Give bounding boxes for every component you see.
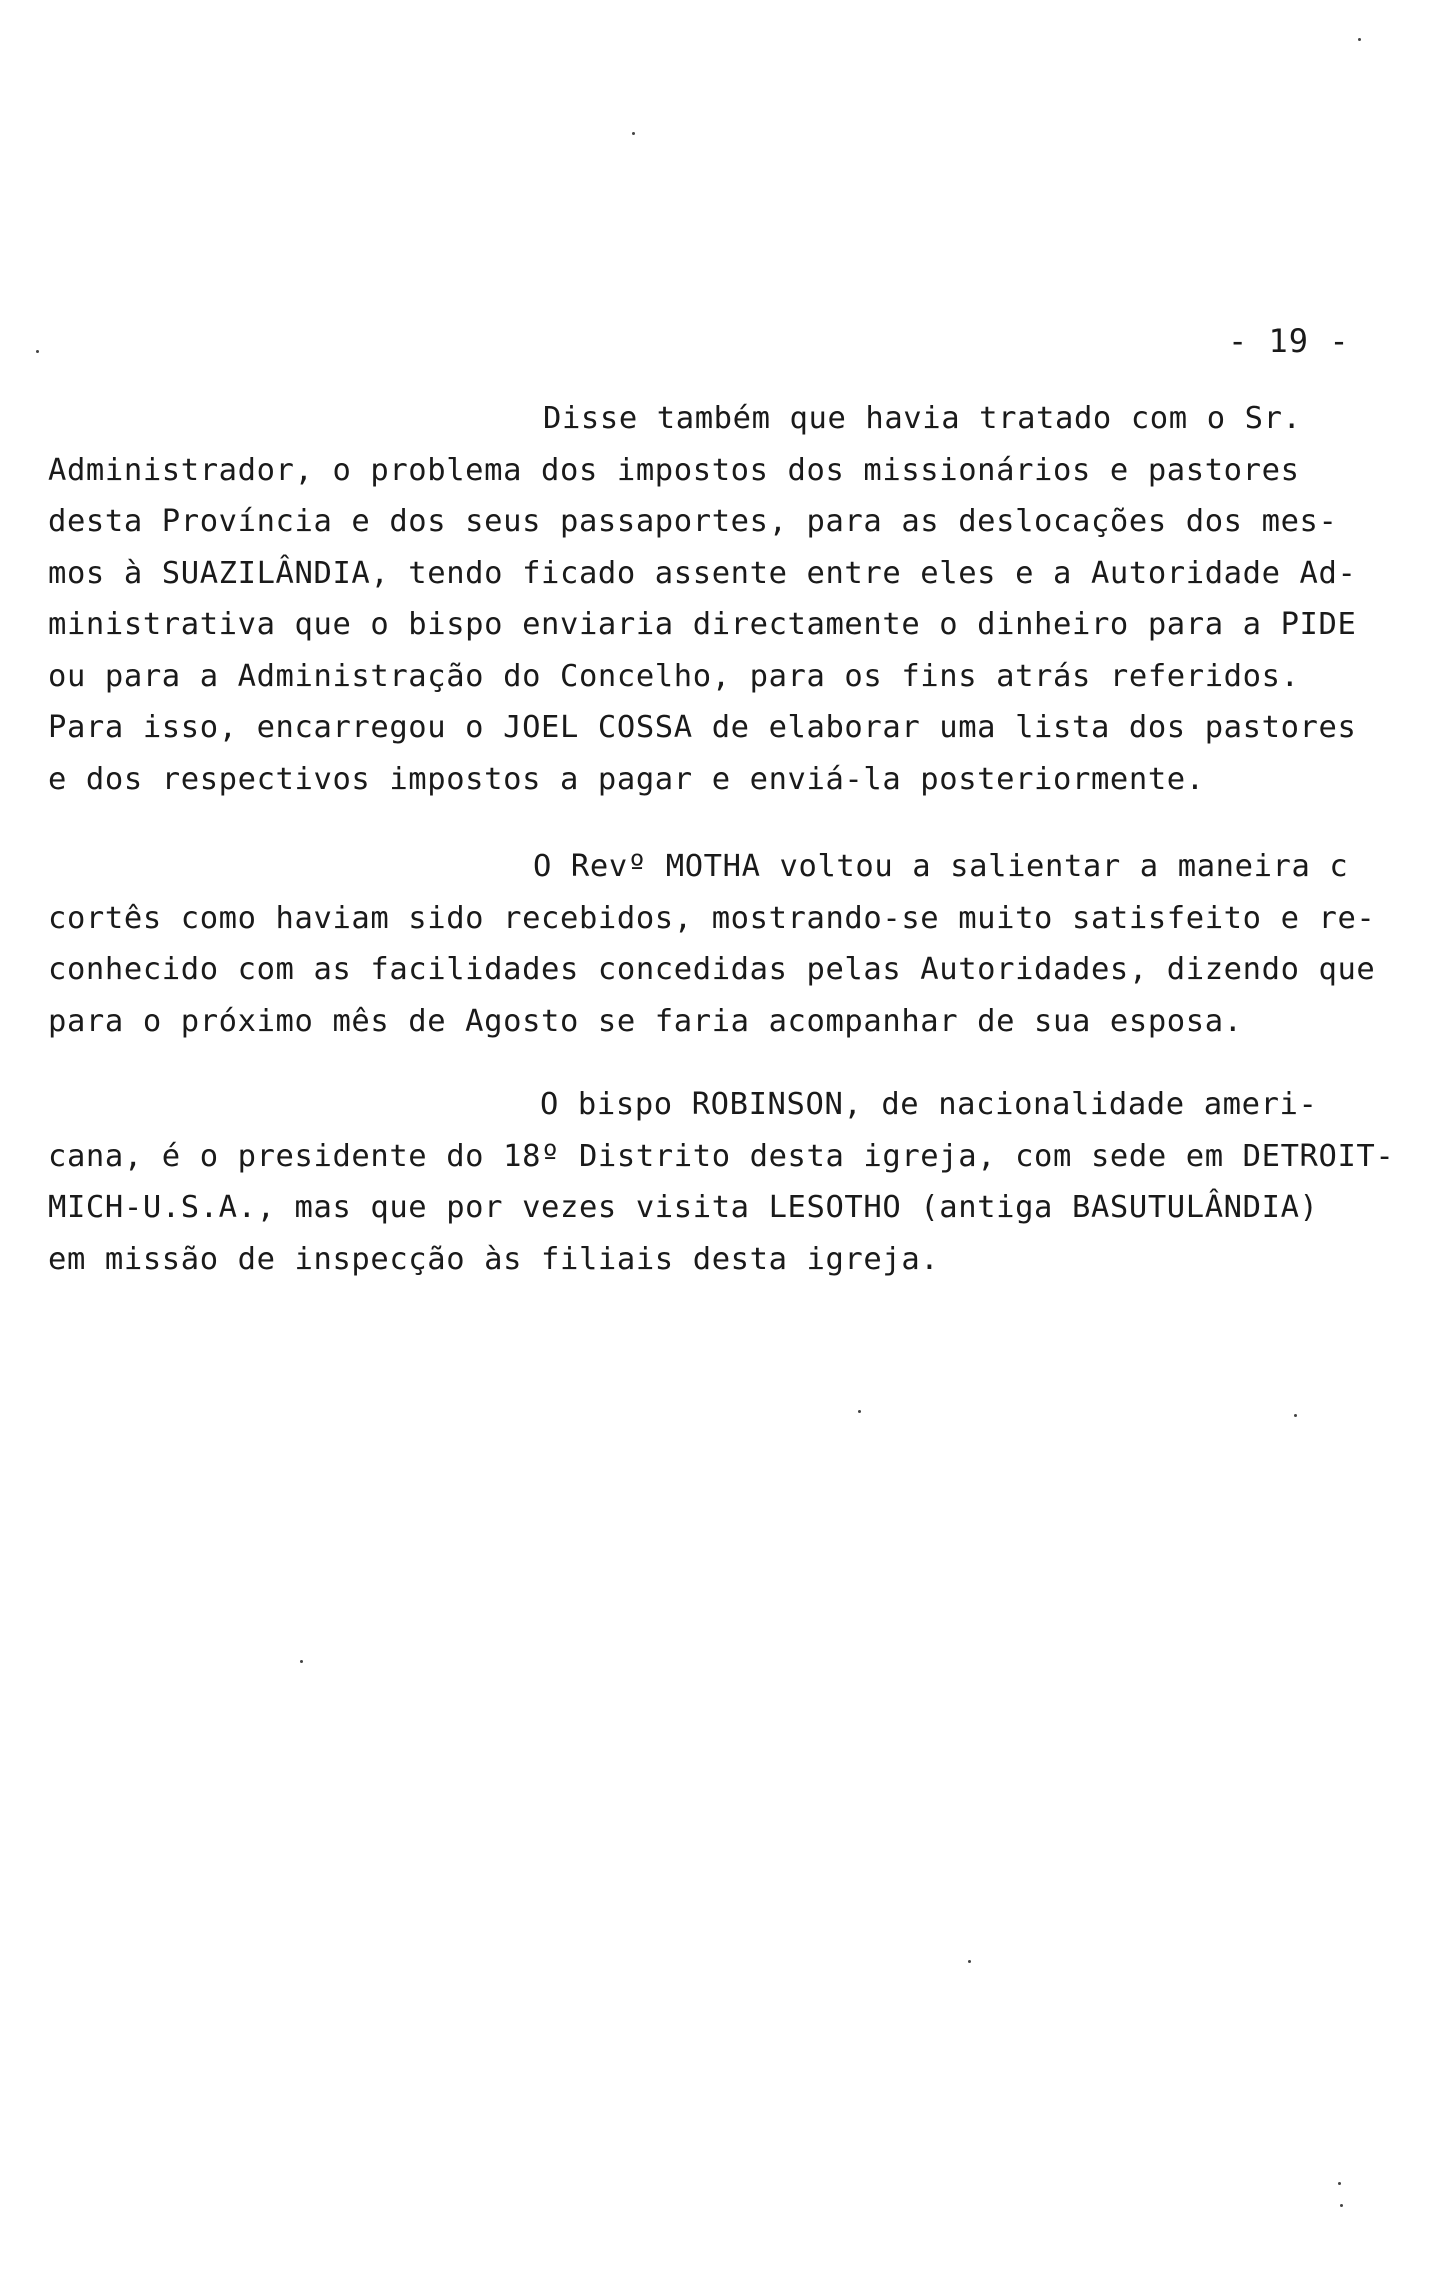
- paragraph-line: Disse também que havia tratado com o Sr.: [543, 401, 1302, 436]
- scan-speck: [1358, 38, 1361, 41]
- paragraph-line: cana, é o presidente do 18º Distrito desta igreja, com sede em DETROIT-: [48, 1138, 1395, 1174]
- paragraph-line: para o próximo mês de Agosto se faria acompanhar de sua esposa.: [48, 1003, 1243, 1039]
- paragraph-line: conhecido com as facilidades concedidas pelas Autoridades, dizendo que: [48, 952, 1376, 987]
- paragraph-2: [48, 841, 1376, 1047]
- paragraph-line: O bispo ROBINSON, de nacionalidade ameri-: [540, 1087, 1318, 1122]
- scan-speck: [968, 1960, 971, 1963]
- scan-speck: [1340, 2204, 1343, 2207]
- paragraph-line: ministrativa que o bispo enviaria directamente o dinheiro para a PIDE: [48, 607, 1357, 642]
- page-number: - 19 -: [1228, 322, 1350, 360]
- scan-speck: [1338, 2182, 1341, 2185]
- scan-speck: [632, 132, 635, 135]
- paragraph-line: mos à SUAZILÂNDIA, tendo ficado assente entre eles e a Autoridade Ad-: [48, 555, 1357, 591]
- paragraph-line: ou para a Administração do Concelho, para os fins atrás referidos.: [48, 658, 1300, 694]
- paragraph-line: em missão de inspecção às filiais desta igreja.: [48, 1241, 940, 1277]
- paragraph-3: [48, 1079, 1395, 1285]
- paragraph-line: e dos respectivos impostos a pagar e enviá-la posteriormente.: [48, 761, 1205, 797]
- paragraph-line: desta Província e dos seus passaportes, para as deslocações dos mes-: [48, 504, 1338, 539]
- paragraph-1: [48, 393, 1357, 805]
- scan-speck: [1294, 1414, 1297, 1417]
- paragraph-line: O Revº MOTHA voltou a salientar a maneira c: [533, 849, 1349, 884]
- paragraph-line: Administrador, o problema dos impostos dos missionários e pastores: [48, 452, 1300, 488]
- paragraph-line: Para isso, encarregou o JOEL COSSA de elaborar uma lista dos pastores: [48, 710, 1357, 745]
- paragraph-line: cortês como haviam sido recebidos, mostrando-se muito satisfeito e re-: [48, 900, 1376, 936]
- scan-speck: [36, 350, 39, 353]
- scan-speck: [300, 1660, 303, 1663]
- paragraph-line: MICH-U.S.A., mas que por vezes visita LESOTHO (antiga BASUTULÂNDIA): [48, 1190, 1319, 1225]
- scan-speck: [858, 1410, 861, 1413]
